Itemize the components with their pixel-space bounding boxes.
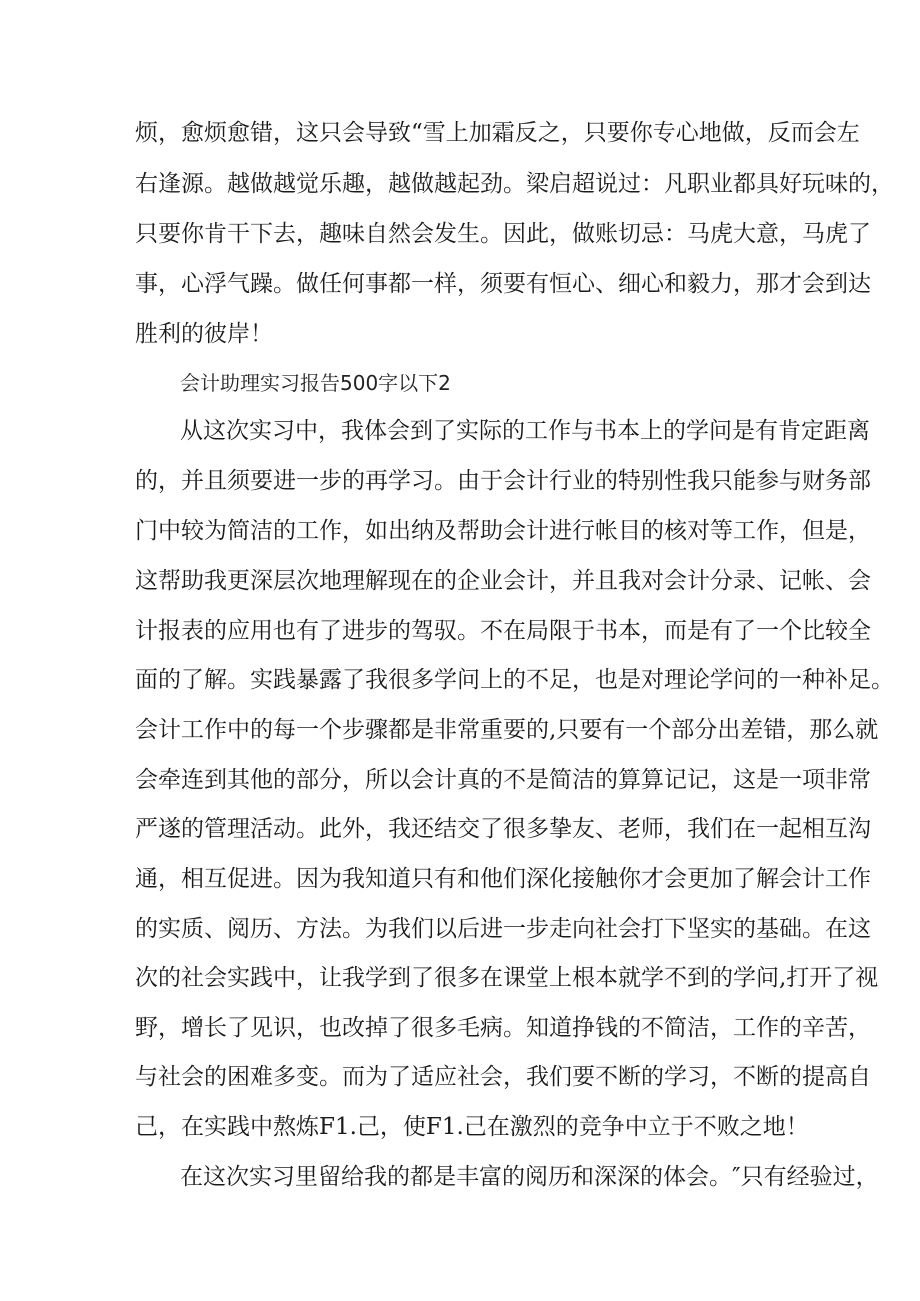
- paragraph-2-line-10: 通，相互促进。因为我知道只有和他们深化接触你才会更加了解会计工作: [135, 866, 871, 892]
- paragraph-2-line-1: 从这次实习中，我体会到了实际的工作与书本上的学问是有肯定距离: [180, 418, 870, 444]
- paragraph-2-line-5: 计报表的应用也有了进步的驾驭。不在局限于书本，而是有了一个比较全: [135, 618, 871, 644]
- paragraph-2-line-3: 门中较为简洁的工作，如出纳及帮助会计进行帐目的核对等工作，但是，: [135, 518, 871, 544]
- paragraph-2-line-15: 己，在实践中熬炼F1.己，使F1.己在激烈的竞争中立于不败之地！: [135, 1114, 809, 1140]
- paragraph-2-line-13: 野，增长了见识，也改掉了很多毛病。知道挣钱的不简洁，工作的辛苦，: [135, 1015, 871, 1041]
- paragraph-2-line-8: 会牵连到其他的部分，所以会计真的不是简洁的算算记记，这是一项非常: [135, 767, 871, 793]
- paragraph-2-line-4: 这帮助我更深层次地理解现在的企业会计，并且我对会计分录、记帐、会: [135, 568, 871, 594]
- paragraph-3-line-1: 在这次实习里留给我的都是丰富的阅历和深深的体会。″只有经验过，: [180, 1164, 879, 1190]
- paragraph-1-line-3: 只要你肯干下去，趣味自然会发生。因此，做账切忌：马虎大意，马虎了: [135, 221, 871, 247]
- paragraph-2-line-6: 面的了解。实践暴露了我很多学问上的不足，也是对理论学问的一种补足。: [135, 667, 894, 693]
- paragraph-1-line-5: 胜利的彼岸！: [135, 321, 273, 347]
- paragraph-2-line-14: 与社会的困难多变。而为了适应社会，我们要不断的学习，不断的提高自: [135, 1064, 871, 1090]
- paragraph-2-line-2: 的，并且须要进一步的再学习。由于会计行业的特别性我只能参与财务部: [135, 468, 871, 494]
- paragraph-1-line-1: 烦，愈烦愈错，这只会导致“雪上加霜反之，只要你专心地做，反而会左: [135, 120, 860, 146]
- paragraph-2-line-11: 的实质、阅历、方法。为我们以后进一步走向社会打下坚实的基础。在这: [135, 916, 871, 942]
- paragraph-1-line-2: 右逢源。越做越觉乐趣，越做越起劲。梁启超说过：凡职业都具好玩味的，: [135, 171, 894, 197]
- paragraph-2-line-9: 严遂的管理活动。此外，我还结交了很多挚友、老师，我们在一起相互沟: [135, 816, 871, 842]
- paragraph-2-line-12: 次的社会实践中，让我学到了很多在课堂上根本就学不到的学问,打开了视: [135, 965, 879, 991]
- paragraph-2-line-7: 会计工作中的每一个步骤都是非常重要的,只要有一个部分出差错，那么就: [135, 717, 879, 743]
- paragraph-1-line-4: 事，心浮气躁。做任何事都一样，须要有恒心、细心和毅力，那才会到达: [135, 271, 871, 297]
- section-heading: 会计助理实习报告500字以下2: [180, 371, 451, 395]
